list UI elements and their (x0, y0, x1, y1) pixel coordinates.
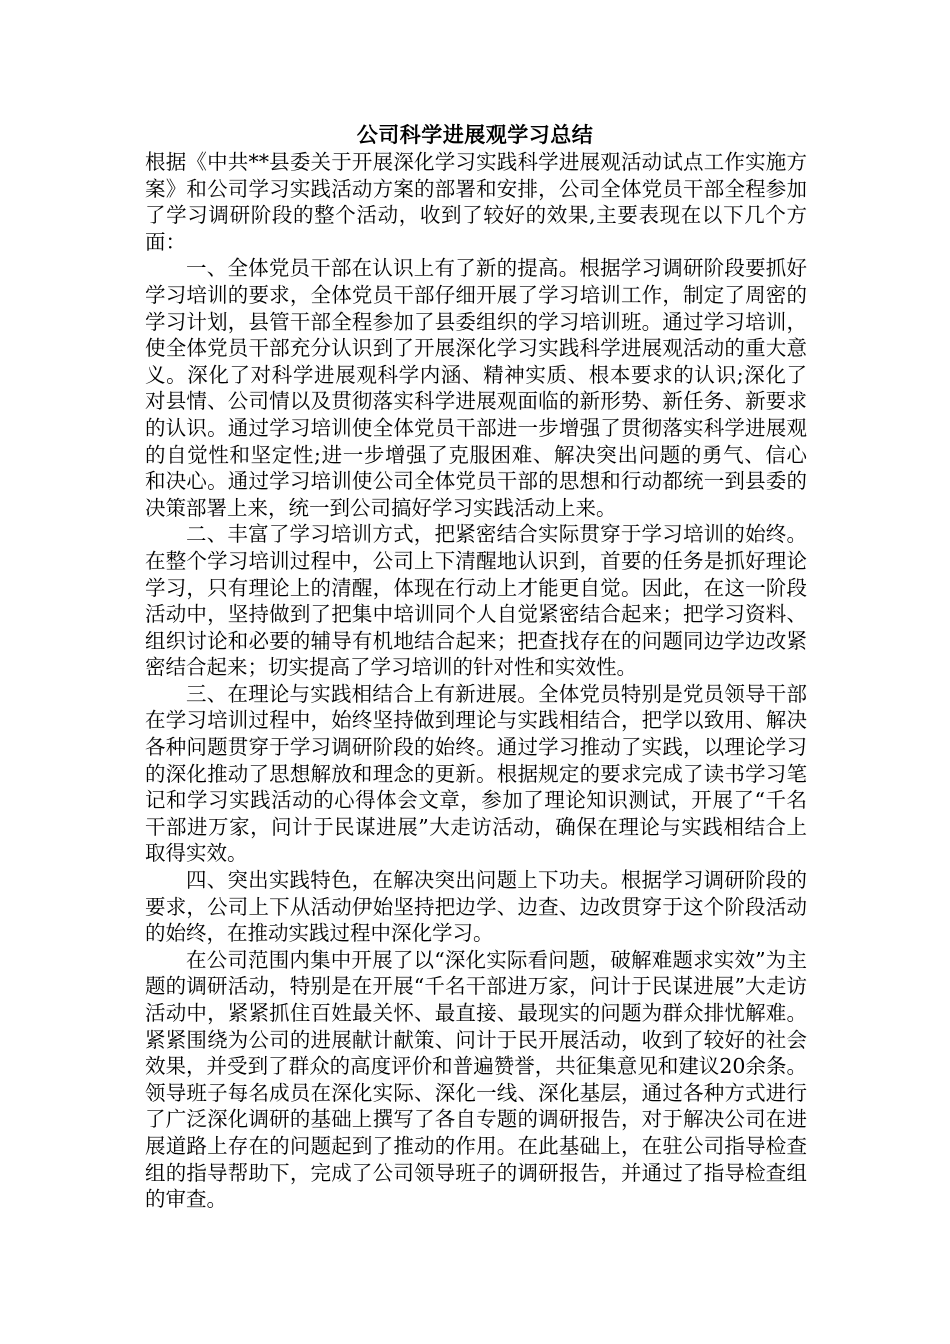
section-one-paragraph: 一、全体党员干部在认识上有了新的提高。根据学习调研阶段要抓好学习培训的要求，全体党员干部仔细开展了学习培训工作，制定了周密的学习计划，县管干部全程参加了县委组织的学习培训班。通过学习培训，使全体党员干部充分认识到了开展深化学习实践科学进展观活动的重大意义。深化了对科学进展观科学内涵、精神实质、根本要求的认识;深化了对县情、公司情以及贯彻落实科学进展观面临的新形势、新任务、新要求的认识。通过学习培训使全体党员干部进一步增强了贯彻落实科学进展观的自觉性和坚定性;进一步增强了克服困难、解决突出问题的勇气、信心和决心。通过学习培训使公司全体党员干部的思想和行动都统一到县委的决策部署上来，统一到公司搞好学习实践活动上来。 (145, 256, 807, 520)
document-title: 公司科学进展观学习总结 (356, 123, 594, 147)
document-body (145, 149, 807, 1213)
intro-paragraph: 根据《中共**县委关于开展深化学习实践科学进展观活动试点工作实施方案》和公司学习实践活动方案的部署和安排，公司全体党员干部全程参加了学习调研阶段的整个活动，收到了较好的效果,主要表现在以下几个方面： (145, 150, 807, 254)
section-two-paragraph: 二、丰富了学习培训方式，把紧密结合实际贯穿于学习培训的始终。在整个学习培训过程中，公司上下清醒地认识到，首要的任务是抓好理论学习，只有理论上的清醒，体现在行动上才能更自觉。因此，在这一阶段活动中，坚持做到了把集中培训同个人自觉紧密结合起来；把学习资料、组织讨论和必要的辅导有机地结合起来；把查找存在的问题同边学边改紧密结合起来；切实提高了学习培训的针对性和实效性。 (145, 522, 807, 680)
section-three-paragraph: 三、在理论与实践相结合上有新进展。全体党员特别是党员领导干部在学习培训过程中，始终坚持做到理论与实践相结合，把学以致用、解决各种问题贯穿于学习调研阶段的始终。通过学习推动了实践，以理论学习的深化推动了思想解放和理念的更新。根据规定的要求完成了读书学习笔记和学习实践活动的心得体会文章，参加了理论知识测试，开展了“千名干部进万家，问计于民谋进展”大走访活动，确保在理论与实践相结合上取得实效。 (145, 681, 807, 866)
section-four-detail-paragraph: 在公司范围内集中开展了以“深化实际看问题，破解难题求实效”为主题的调研活动，特别是在开展“千名干部进万家，问计于民谋进展”大走访活动中，紧紧抓住百姓最关怀、最直接、最现实的问题为群众排忧解难。紧紧围绕为公司的进展献计献策、问计于民开展活动，收到了较好的社会效果，并受到了群众的高度评价和普遍赞誉，共征集意见和建议20余条。领导班子每名成员在深化实际、深化一线、深化基层，通过各种方式进行了广泛深化调研的基础上撰写了各自专题的调研报告，对于解决公司在进展道路上存在的问题起到了推动的作用。在此基础上，在驻公司指导检查组的指导帮助下，完成了公司领导班子的调研报告，并通过了指导检查组的审查。 (145, 947, 807, 1212)
section-four-paragraph: 四、突出实践特色，在解决突出问题上下功夫。根据学习调研阶段的要求，公司上下从活动伊始坚持把边学、边查、边改贯穿于这个阶段活动的始终，在推动实践过程中深化学习。 (145, 868, 807, 946)
